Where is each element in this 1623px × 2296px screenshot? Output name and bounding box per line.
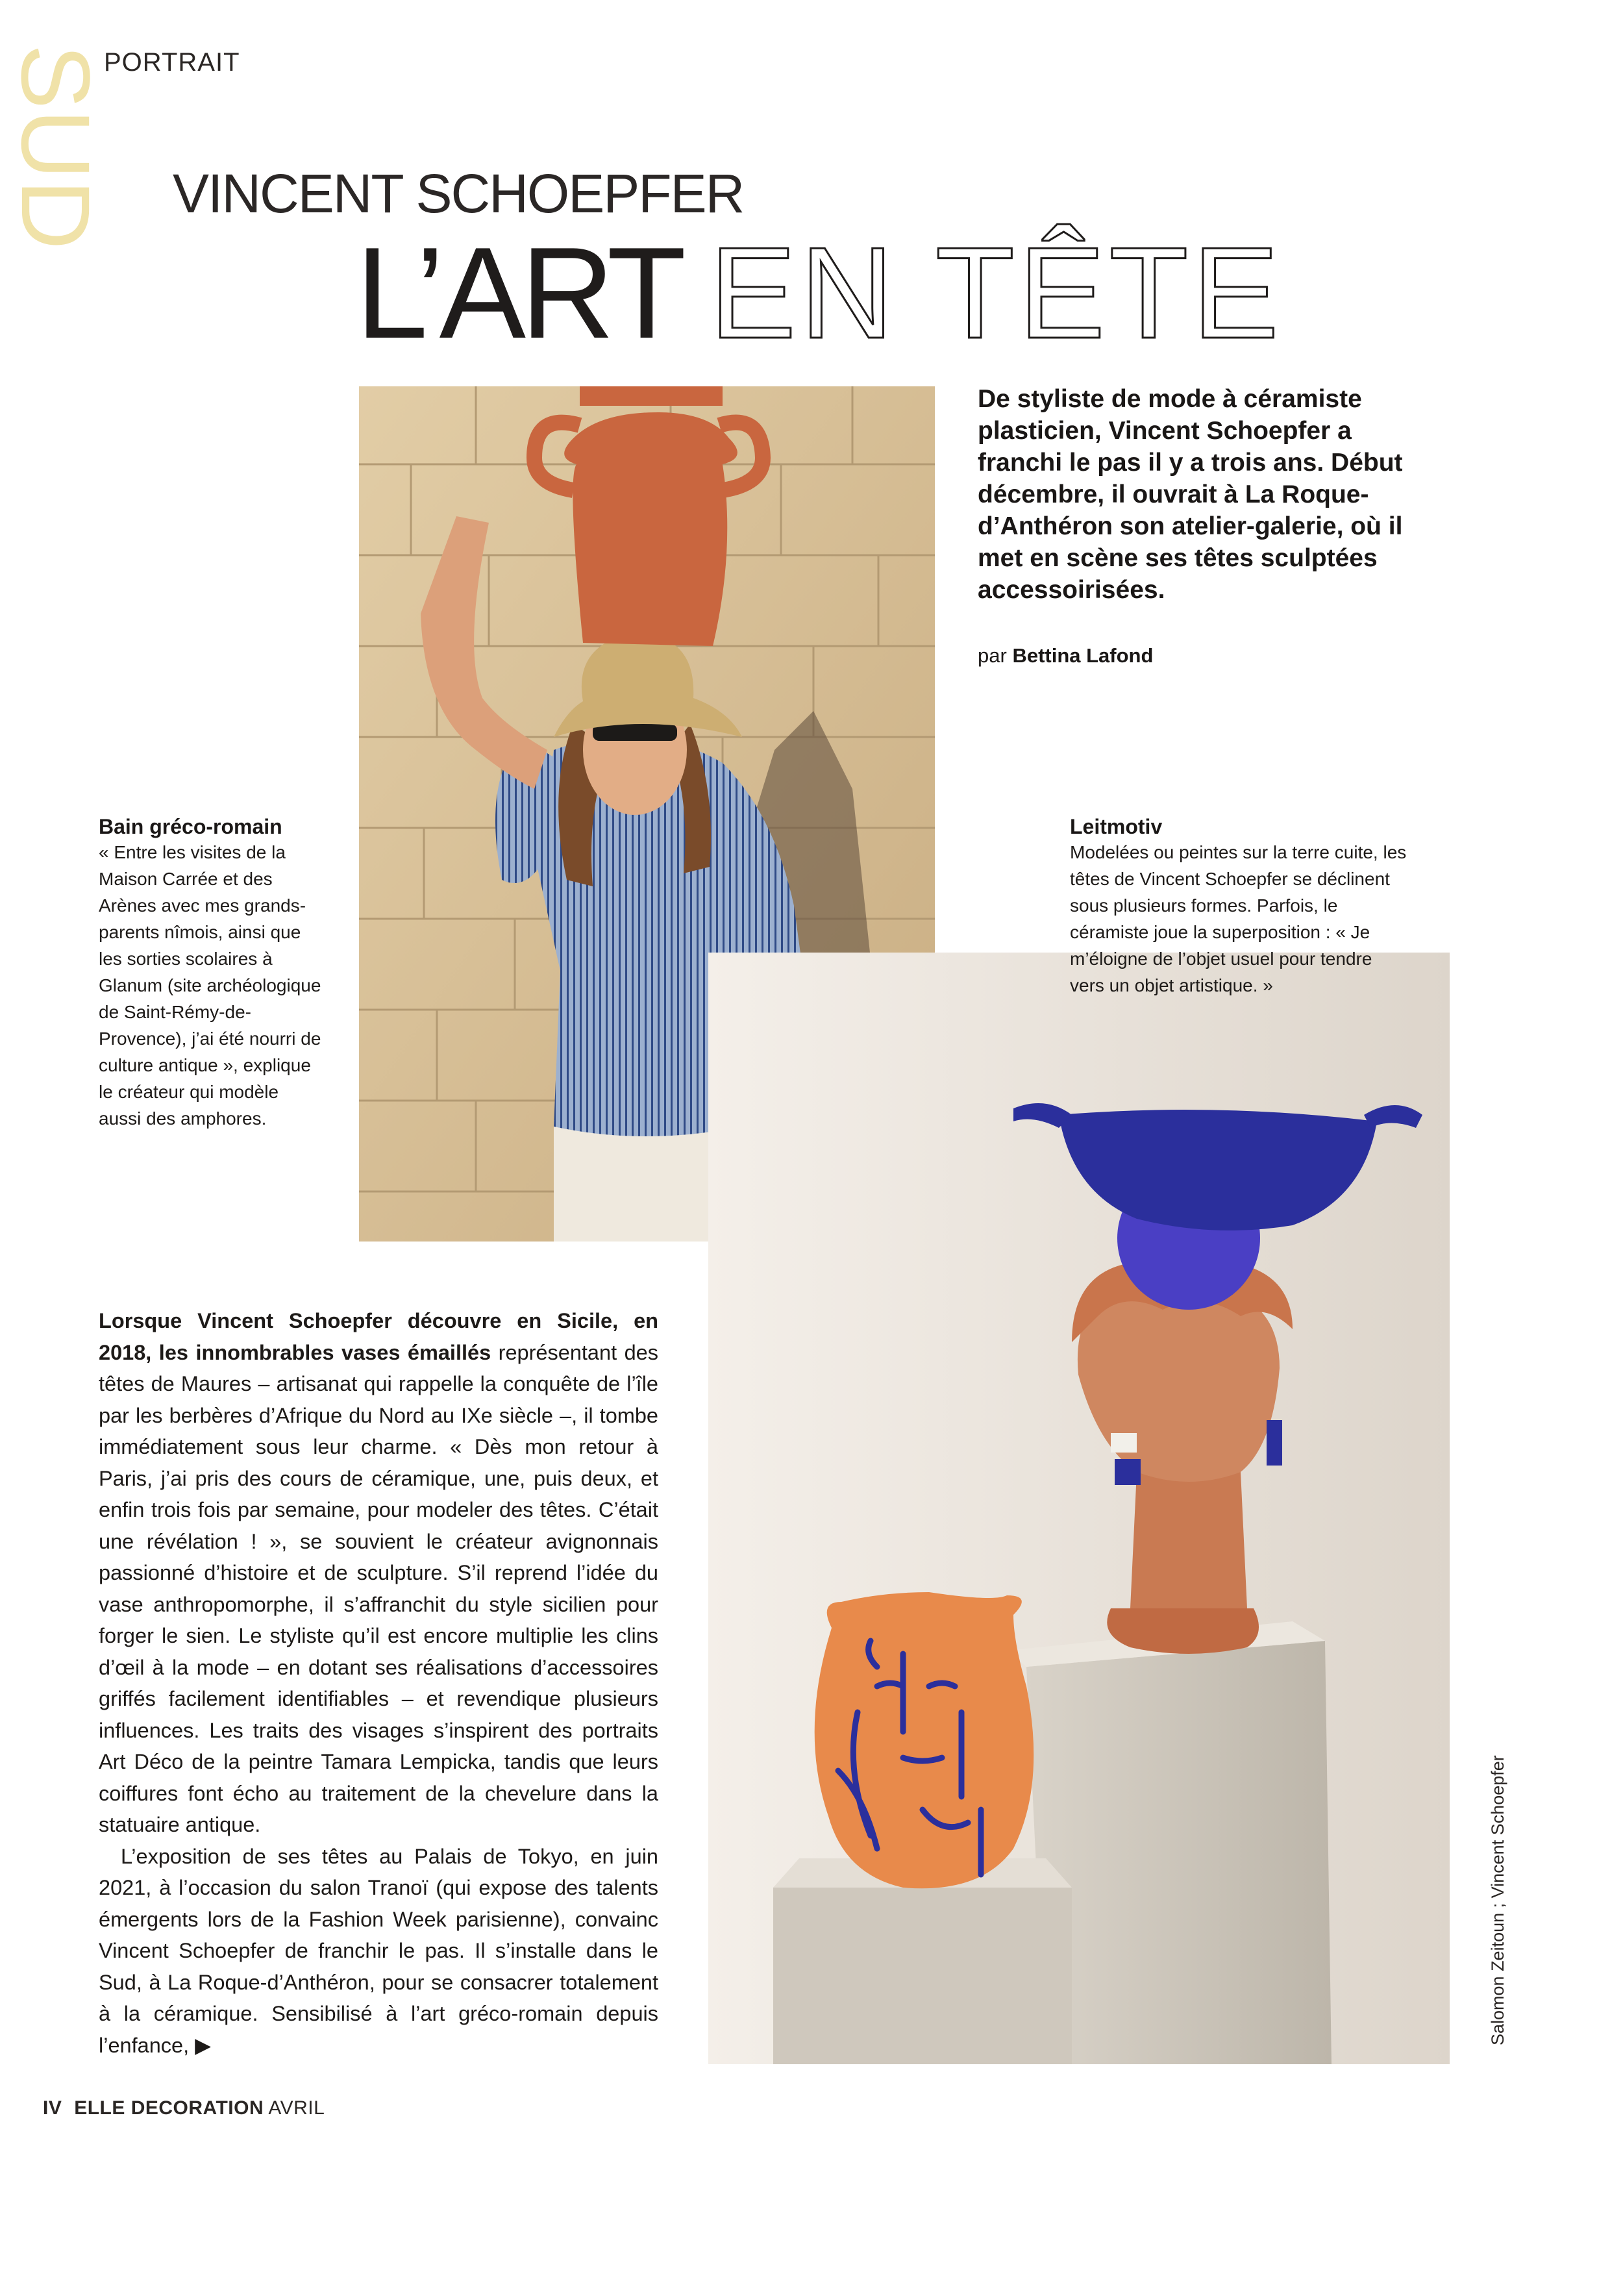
byline-prefix: par (978, 644, 1007, 667)
sud-vertical-text (0, 44, 110, 309)
subject-name: VINCENT SCHOEPFER (173, 163, 744, 224)
caption-right-text: Modelées ou peintes sur la terre cuite, les têtes de Vincent Schoepfer se déclinent sous plusieurs formes. Parfois, le céramiste joue la superposition : « Je m’éloigne de l’objet usuel pour tendre vers un objet artistique. » (1070, 842, 1407, 995)
headline (356, 221, 1283, 366)
ceramics-illustration (708, 953, 1450, 2064)
magazine-name: ELLE DECORATION (74, 2097, 264, 2119)
byline (978, 644, 1153, 668)
caption-left-text: « Entre les visites de la Maison Carrée et des Arènes avec mes grands-parents nîmois, ainsi que les sorties scolaires à Glanum (site archéologique de Saint-Rémy-de-Provence), j’ai été nourri de culture antique », explique le créateur qui modèle aussi des amphores. (99, 842, 321, 1129)
byline-author: Bettina Lafond (1012, 644, 1154, 667)
caption-left-title: Bain gréco-romain (99, 815, 282, 838)
side-section-label (0, 44, 110, 309)
caption-right-title: Leitmotiv (1070, 815, 1163, 838)
article-body (99, 1305, 658, 2061)
body-paragraph-1 (99, 1305, 658, 1841)
intro-paragraph: De styliste de mode à céramiste plasticien, Vincent Schoepfer a franchi le pas il y a trois ans. Début décembre, il ouvrait à La Roque-d’Anthéron son atelier-galerie, où il met en scène ses têtes sculptées accessoirisées. (978, 385, 1403, 604)
body-paragraph-2: L’exposition de ses têtes au Palais de Tokyo, en juin 2021, à l’occasion du salon Tranoï (qui expose des talents émergents lors de la Fashion Week parisienne), convainc Vincent Schoepfer de franchir le pas. Il s’installe dans le Sud, à La Roque-d’Anthéron, pour se consacrer totalement à la céramique. Sensibilisé à l’art gréco-romain depuis l’enfance, ▶ (99, 1844, 658, 2057)
svg-text:SUD: SUD (1, 44, 110, 250)
caption-right (1070, 815, 1407, 999)
body-paragraph-1-text: représentant des têtes de Maures – artisanat qui rappelle la conquête de l’île par les berbères d’Afrique du Nord au IXe siècle –, il tombe immédiatement sous leur charme. « Dès mon retour à Paris, j’ai pris des cours de céramique, une, puis deux, et enfin trois fois par semaine, pour modeler des têtes. C’était une révélation ! », se souvient le créateur avignonnais passionné d’histoire et de sculpture. S’il reprend l’idée du vase anthropomorphe, il s’affranchit du style sicilien pour forger le sien. Le styliste qu’il est encore multiplie les clins d’œil à la mode – en dotant ses réalisations d’accessoires griffés facilement identifiables – et revendique plusieurs influences. Les traits des visages s’inspirent des portraits Art Déco de la peintre Tamara Lempicka, tandis que leurs coiffures font écho au traitement de la chevelure dans la statuaire antique. (99, 1340, 658, 1836)
page-footer (43, 2097, 325, 2119)
ceramics-photo (708, 953, 1450, 2064)
photo-credit (1488, 1755, 1507, 2065)
issue-month: AVRIL (268, 2097, 325, 2119)
section-label: PORTRAIT (104, 48, 240, 77)
headline-part2: EN TÊTE (709, 221, 1283, 366)
photo-credit-text: Salomon Zeitoun ; Vincent Schoepfer (1488, 1755, 1507, 2045)
body-lead: Lorsque Vincent Schoepfer découvre en Sicile, en 2018, les innombrables vases émaillés (99, 1309, 658, 1364)
page-number: IV (43, 2097, 62, 2119)
caption-left (99, 815, 326, 1132)
headline-part1: L’ART (356, 221, 679, 366)
